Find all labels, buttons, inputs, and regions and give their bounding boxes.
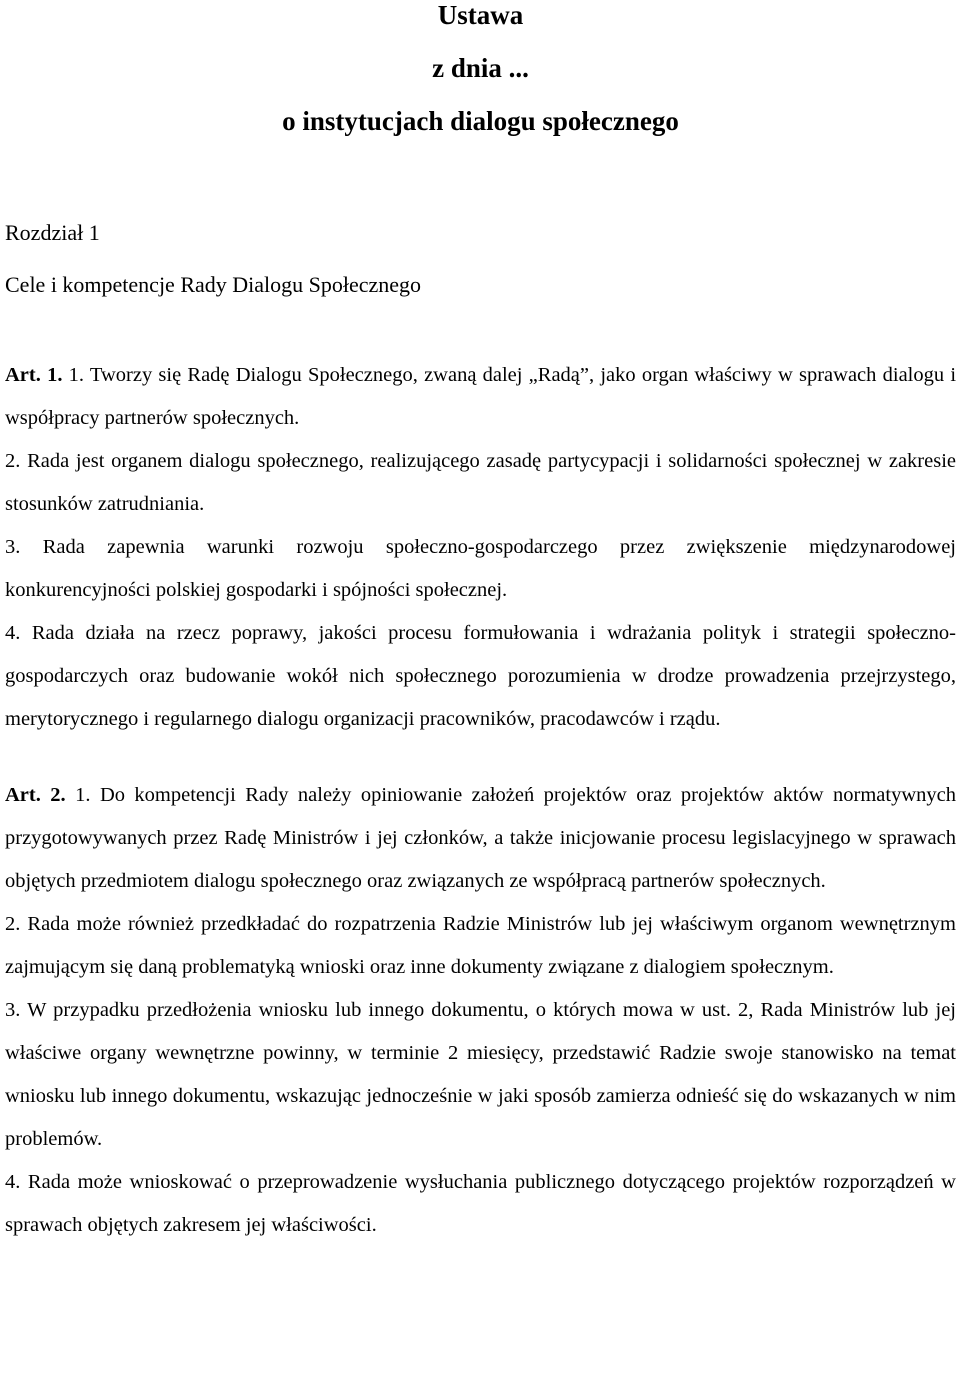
article-1-paragraph-1 bbox=[5, 354, 956, 440]
article-2-paragraph-4: 4. Rada może wnioskować o przeprowadzenie wysłuchania publicznego dotyczącego projektów rozporządzeń w sprawach objętych zakresem jej właściwości. bbox=[5, 1171, 956, 1236]
article-1-paragraph-2: 2. Rada jest organem dialogu społecznego, realizującego zasadę partycypacji i solidarności społecznej w zakresie stosunków zatrudniania. bbox=[5, 450, 956, 515]
act-subject: o instytucjach dialogu społecznego bbox=[282, 106, 679, 136]
paragraph-text: 1. Tworzy się Radę Dialogu Społecznego, zwaną dalej „Radą”, jako organ właściwy w sprawach dialogu i współpracy partnerów społecznych. bbox=[5, 364, 957, 429]
act-type: Ustawa bbox=[437, 0, 524, 30]
article-2 bbox=[5, 774, 956, 1247]
article-1-paragraph-3: 3. Rada zapewnia warunki rozwoju społeczno-gospodarczego przez zwiększenie międzynarodowej konkurencyjności polskiej gospodarki i spójności społecznej. bbox=[5, 536, 956, 601]
article-2-paragraph-3: 3. W przypadku przedłożenia wniosku lub innego dokumentu, o których mowa w ust. 2, Rada Ministrów lub jej właściwe organy wewnętrzne powinny, w terminie 2 miesięcy, przedstawić Radzie swoje stanowisko na temat wniosku lub innego dokumentu, wskazując jednocześnie w jaki sposób zamierza odnieść się do wskazanych w nim problemów. bbox=[5, 999, 956, 1150]
act-title bbox=[5, 0, 956, 148]
paragraph-text: 1. Do kompetencji Rady należy opiniowanie założeń projektów oraz projektów aktów normatywnych przygotowywanych przez Radę Ministrów i jej członków, a także inicjowanie procesu legislacyjnego w sprawach objętych przedmiotem dialogu społecznego oraz związanych ze współpracą partnerów społecznych. bbox=[5, 784, 957, 892]
article-1-paragraph-4: 4. Rada działa na rzecz poprawy, jakości procesu formułowania i wdrażania polityk i strategii społeczno-gospodarczych oraz budowanie wokół nich społecznego porozumienia w drodze prowadzenia przejrzystego, merytorycznego i regularnego dialogu organizacji pracowników, pracodawców i rządu. bbox=[5, 622, 956, 730]
article-1 bbox=[5, 354, 956, 741]
article-1-label: Art. 1. bbox=[5, 364, 63, 386]
chapter-name: Cele i kompetencje Rady Dialogu Społecznego bbox=[5, 272, 422, 297]
act-date: z dnia ... bbox=[432, 53, 529, 83]
article-2-label: Art. 2. bbox=[5, 784, 66, 806]
article-2-paragraph-2: 2. Rada może również przedkładać do rozpatrzenia Radzie Ministrów lub jej właściwym organom wewnętrznym zajmującym się daną problematyką wnioski oraz inne dokumenty związane z dialogiem społecznym. bbox=[5, 913, 956, 978]
document-page bbox=[5, 0, 956, 1247]
article-2-paragraph-1 bbox=[5, 774, 956, 903]
chapter-heading bbox=[5, 207, 956, 311]
chapter-number: Rozdział 1 bbox=[5, 220, 100, 245]
